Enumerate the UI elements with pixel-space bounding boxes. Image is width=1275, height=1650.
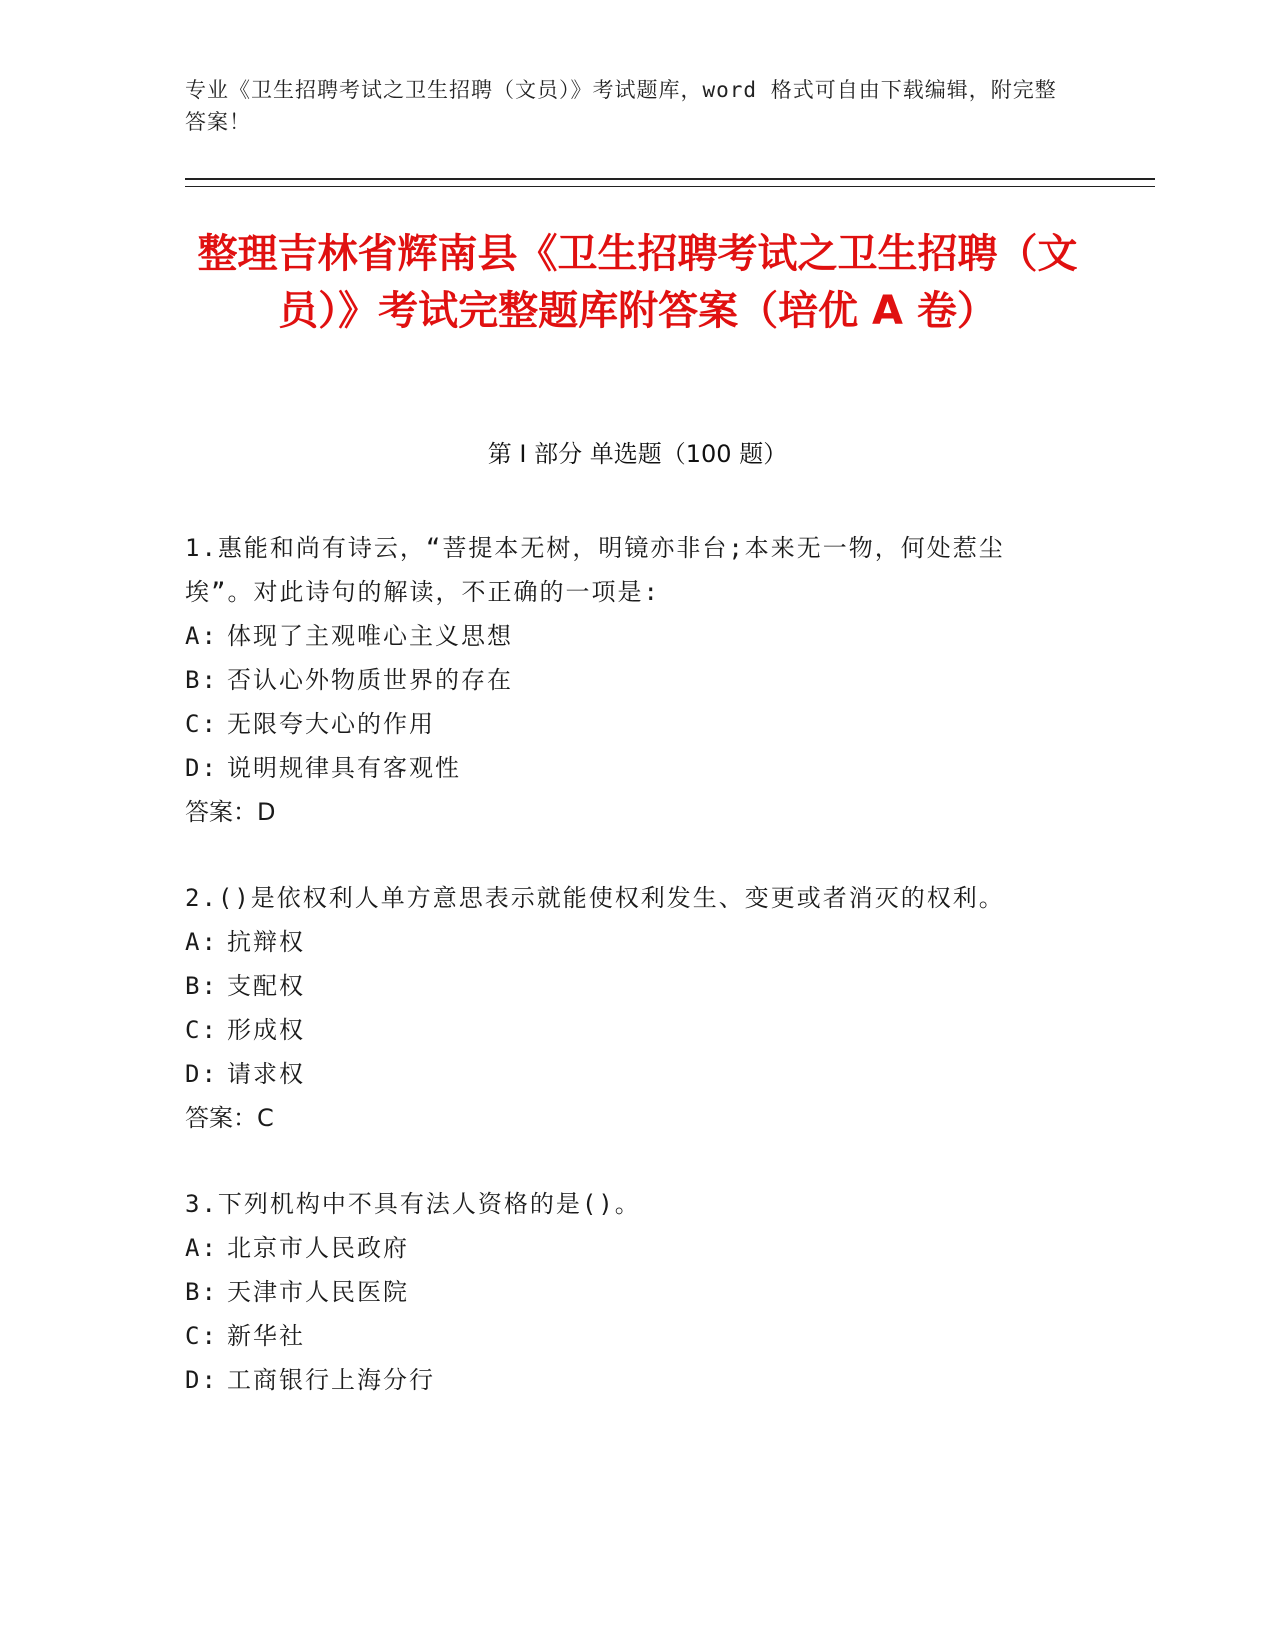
option-b — [185, 658, 1065, 702]
option-d — [185, 1358, 1065, 1402]
question-stem: 3.下列机构中不具有法人资格的是()。 — [185, 1190, 641, 1218]
option-text: 形成权 — [227, 1016, 305, 1044]
option-letter: D: — [185, 754, 218, 782]
header-divider-thick — [185, 178, 1155, 180]
answer-line: 答案：C — [185, 1104, 274, 1132]
option-a — [185, 920, 1065, 964]
option-c — [185, 1008, 1065, 1052]
option-a — [185, 1226, 1065, 1270]
option-letter: A: — [185, 928, 218, 956]
option-text: 体现了主观唯心主义思想 — [227, 622, 513, 650]
section-heading: 第 I 部分 单选题（100 题） — [487, 440, 788, 468]
option-text: 支配权 — [227, 972, 305, 1000]
question-stem: 2.()是依权利人单方意思表示就能使权利发生、变更或者消灭的权利。 — [185, 884, 1005, 912]
header-note: 专业《卫生招聘考试之卫生招聘（文员）》考试题库，word 格式可自由下载编辑，附完整答案！ — [185, 78, 1057, 134]
question-2 — [185, 876, 1065, 1140]
option-c — [185, 702, 1065, 746]
option-letter: D: — [185, 1366, 218, 1394]
question-list — [185, 526, 1065, 1444]
option-letter: C: — [185, 1322, 218, 1350]
option-letter: C: — [185, 1016, 218, 1044]
option-c — [185, 1314, 1065, 1358]
option-text: 北京市人民政府 — [227, 1234, 409, 1262]
option-text: 请求权 — [227, 1060, 305, 1088]
option-text: 工商银行上海分行 — [227, 1366, 435, 1394]
option-letter: B: — [185, 666, 218, 694]
option-letter: C: — [185, 710, 218, 738]
option-b — [185, 964, 1065, 1008]
document-title: 整理吉林省辉南县《卫生招聘考试之卫生招聘（文员）》考试完整题库附答案（培优 A 卷） — [197, 231, 1078, 334]
header-divider-thin — [185, 186, 1155, 187]
option-b — [185, 1270, 1065, 1314]
option-text: 无限夸大心的作用 — [227, 710, 435, 738]
option-text: 抗辩权 — [227, 928, 305, 956]
answer-line: 答案：D — [185, 798, 276, 826]
option-text: 否认心外物质世界的存在 — [227, 666, 513, 694]
question-stem: 1.惠能和尚有诗云，“菩提本无树，明镜亦非台;本来无一物，何处惹尘埃”。对此诗句的解读，不正确的一项是: — [185, 534, 1005, 606]
option-a — [185, 614, 1065, 658]
option-letter: A: — [185, 1234, 218, 1262]
option-d — [185, 746, 1065, 790]
option-letter: B: — [185, 972, 218, 1000]
option-text: 新华社 — [227, 1322, 305, 1350]
question-1 — [185, 526, 1065, 834]
option-letter: D: — [185, 1060, 218, 1088]
option-letter: B: — [185, 1278, 218, 1306]
option-d — [185, 1052, 1065, 1096]
option-letter: A: — [185, 622, 218, 650]
question-3 — [185, 1182, 1065, 1402]
option-text: 天津市人民医院 — [227, 1278, 409, 1306]
option-text: 说明规律具有客观性 — [227, 754, 461, 782]
